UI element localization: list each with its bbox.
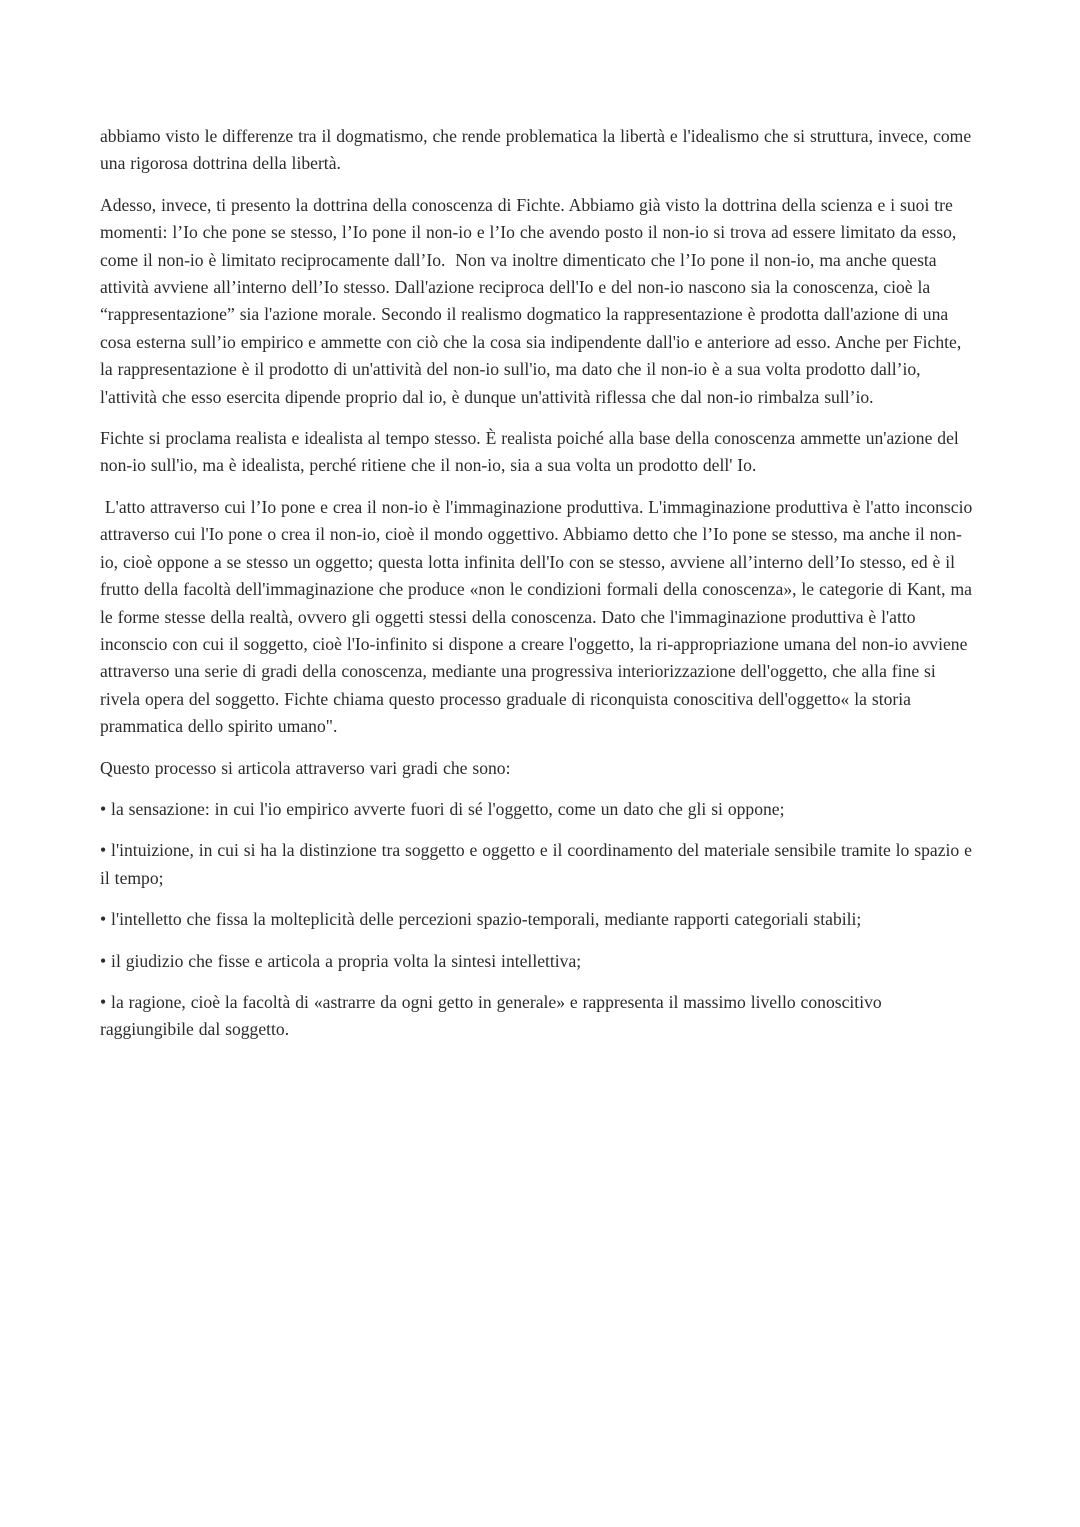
paragraph-intro: abbiamo visto le differenze tra il dogmatismo, che rende problematica la libertà e l'idealismo che si struttura, invece, come una rigorosa dottrina della libertà.	[100, 126, 977, 174]
bullet-ragione: • la ragione, cioè la facoltà di «astrarre da ogni getto in generale» e rappresenta il massimo livello conoscitivo raggiungibile dal soggetto.	[100, 991, 887, 1040]
bullet-intelletto: • l'intelletto che fissa la molteplicità delle percezioni spazio-temporali, mediante rapporti categoriali stabili;	[100, 909, 862, 930]
bullet-sensazione: • la sensazione: in cui l'io empirico avverte fuori di sé l'oggetto, come un dato che gli si oppone;	[100, 798, 785, 819]
paragraph-realista-idealista: Fichte si proclama realista e idealista al tempo stesso. È realista poiché alla base della conoscenza ammette un'azione del non-io sull'io, ma è idealista, perché ritiene che il non-io, sia a sua volta un prodotto dell' Io.	[100, 428, 964, 476]
bullet-giudizio: • il giudizio che fisse e articola a propria volta la sintesi intellettiva;	[100, 950, 582, 971]
paragraph-gradi-lead-in: Questo processo si articola attraverso vari gradi che sono:	[100, 757, 511, 778]
paragraph-dottrina-conoscenza: Adesso, invece, ti presento la dottrina della conoscenza di Fichte. Abbiamo già visto la dottrina della scienza e i suoi tre momenti: l’Io che pone se stesso, l’Io pone il non-io e l’Io che avendo posto il non-io si trova ad essere limitato da esso, come il non-io è limitato reciprocamente dall’Io. Non va inoltre dimenticato che l’Io pone il non-io, ma anche questa attività avviene all’interno dell’Io stesso. Dall'azione reciproca dell'Io e del non-io nascono sia la conoscenza, cioè la “rappresentazione” sia l'azione morale. Secondo il realismo dogmatico la rappresentazione è prodotta dall'azione di una cosa esterna sull’io empirico e ammette con ciò che la cosa sia indipendente dall'io e anteriore ad esso. Anche per Fichte, la rappresentazione è il prodotto di un'attività del non-io sull'io, ma dato che il non-io è a sua volta prodotto dall’io, l'attività che esso esercita dipende proprio dal io, è dunque un'attività riflessa che dal non-io rimbalza sull’io.	[100, 194, 967, 407]
bullet-intuizione: • l'intuizione, in cui si ha la distinzione tra soggetto e oggetto e il coordinamento del materiale sensibile tramite lo spazio e il tempo;	[100, 840, 977, 888]
paragraph-immaginazione-produttiva: L'atto attraverso cui l’Io pone e crea il non-io è l'immaginazione produttiva. L'immaginazione produttiva è l'atto inconscio attraverso cui l'Io pone o crea il non-io, cioè il mondo oggettivo. Abbiamo detto che l’Io pone se stesso, ma anche il non-io, cioè oppone a se stesso un oggetto; questa lotta infinita dell'Io con se stesso, avviene all’interno dell’Io stesso, ed è il frutto della facoltà dell'immaginazione che produce «non le condizioni formali della conoscenza», le categorie di Kant, ma le forme stesse della realtà, ovvero gli oggetti stessi della conoscenza. Dato che l'immaginazione produttiva è l'atto inconscio con cui il soggetto, cioè l'Io-infinito si dispone a creare l'oggetto, la ri-appropriazione umana del non-io avviene attraverso una serie di gradi della conoscenza, mediante una progressiva interiorizzazione dell'oggetto, che alla fine si rivela opera del soggetto. Fichte chiama questo processo graduale di riconquista conoscitiva dell'oggetto« la storia prammatica dello spirito umano".	[100, 496, 978, 737]
